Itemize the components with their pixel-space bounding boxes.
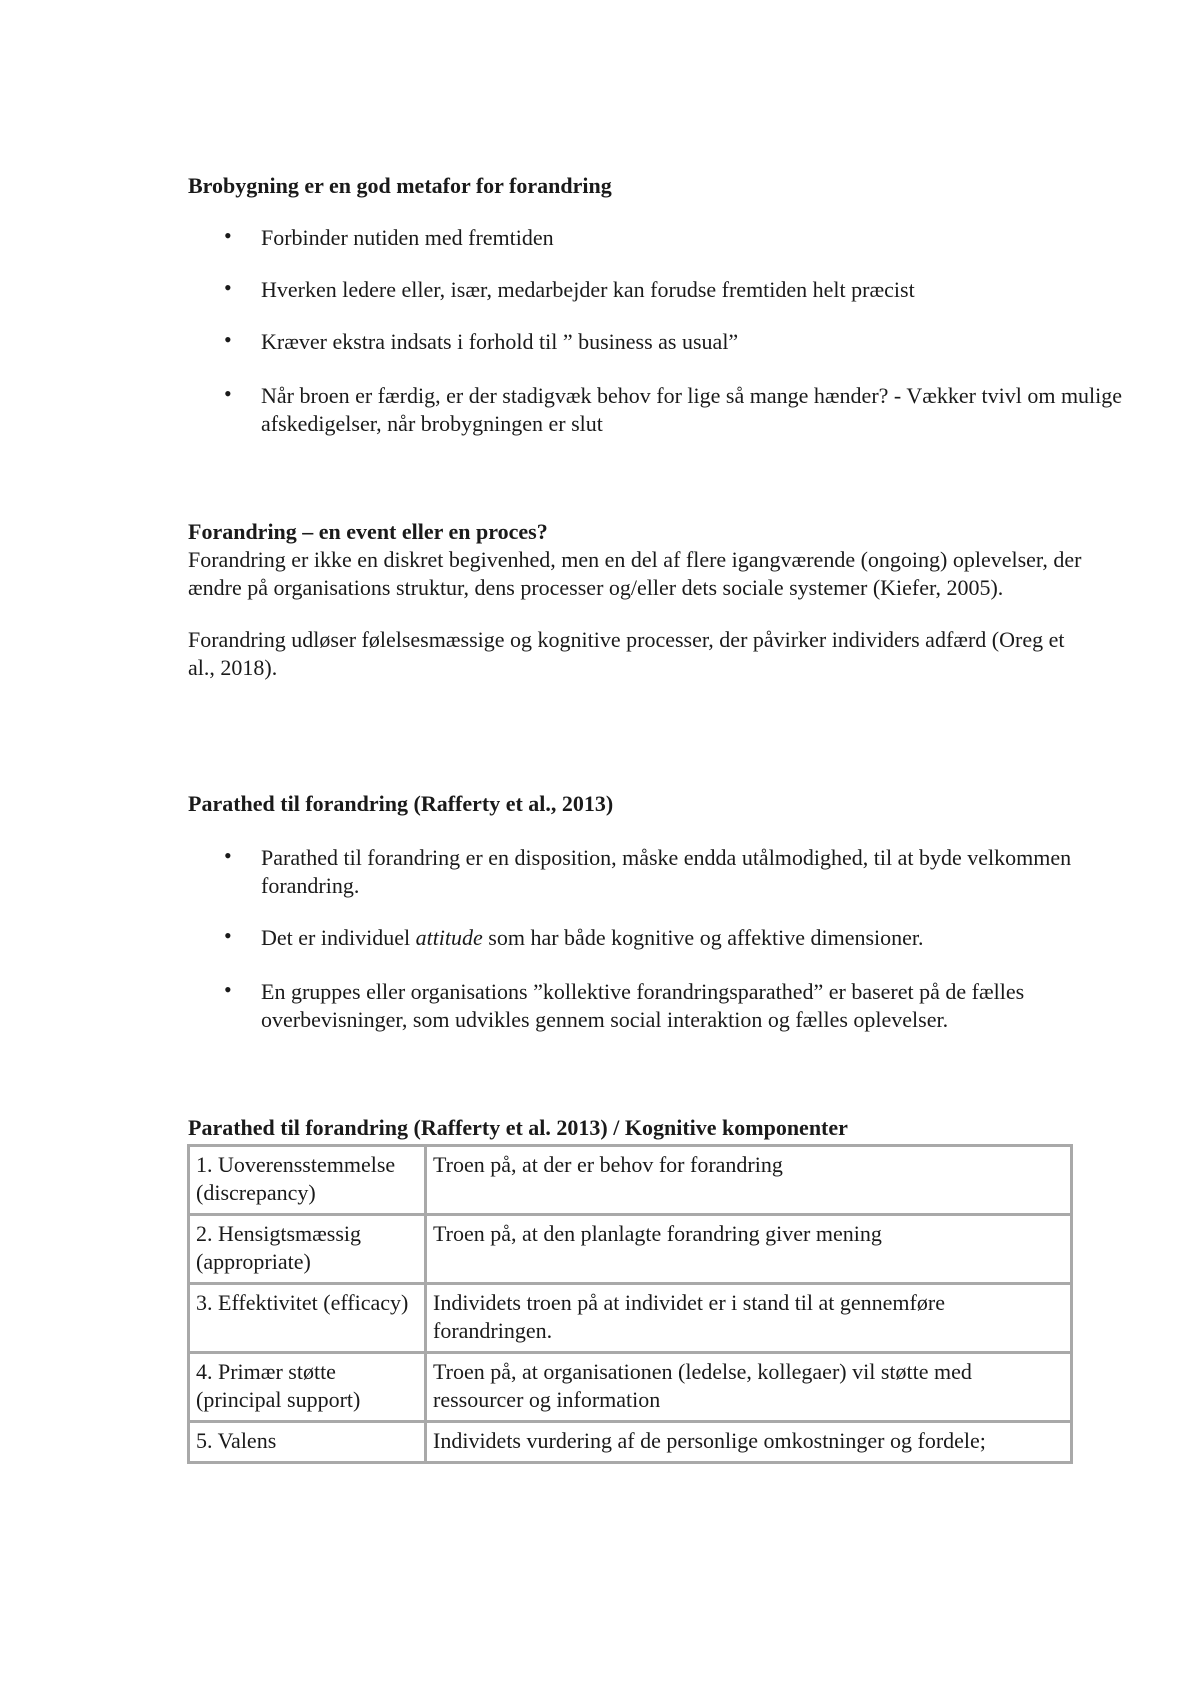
section-heading-forandring-event: Forandring – en event eller en proces? [188, 519, 548, 544]
list-item [188, 224, 1088, 252]
list-item [188, 978, 1088, 1034]
list-item-text-part: som har både kognitive og affektive dimensioner. [482, 925, 924, 950]
list-item-text: Kræver ekstra indsats i forhold til ” business as usual” [261, 329, 739, 354]
document-page [188, 172, 1123, 1464]
table-cell-component: 4. Primær støtte (principal support) [189, 1353, 426, 1422]
table-cell-description: Troen på, at der er behov for forandring [426, 1146, 1072, 1215]
bullet-icon: • [224, 381, 232, 406]
paragraph-forandring-definition: Forandring er ikke en diskret begivenhed, men en del af flere igangværende (ongoing) oplevelser, der ændre på organisations struktur, dens processer og/eller dets sociale systemer (Kiefer, 2005). [188, 547, 1082, 600]
list-item [188, 276, 1088, 304]
list-item-text [261, 925, 924, 950]
table-cell-component: 3. Effektivitet (efficacy) [189, 1284, 426, 1353]
bullet-icon: • [224, 275, 232, 300]
table-row [189, 1146, 1072, 1215]
brobygning-bullet-list [188, 223, 1123, 438]
section-heading-kognitive-komponenter: Parathed til forandring (Rafferty et al. 2013) / Kognitive komponenter [188, 1115, 848, 1140]
bullet-icon: • [224, 223, 232, 248]
bullet-icon: • [224, 923, 232, 948]
kognitive-komponenter-table [187, 1144, 1073, 1464]
table-row [189, 1284, 1072, 1353]
table-row [189, 1422, 1072, 1463]
table-cell-description: Individets vurdering af de personlige omkostninger og fordele; [426, 1422, 1072, 1463]
list-item-text: Forbinder nutiden med fremtiden [261, 225, 554, 250]
section-heading-brobygning: Brobygning er en god metafor for forandring [188, 173, 612, 198]
list-item [188, 924, 1088, 952]
table-cell-component: 5. Valens [189, 1422, 426, 1463]
list-item-text: En gruppes eller organisations ”kollektive forandringsparathed” er baseret på de fælles overbevisninger, som udvikles gennem social interaktion og fælles oplevelser. [261, 979, 1025, 1032]
table-cell-description: Troen på, at den planlagte forandring giver mening [426, 1215, 1072, 1284]
table-cell-description: Individets troen på at individet er i stand til at gennemføre forandringen. [426, 1284, 1072, 1353]
bullet-icon: • [224, 327, 232, 352]
list-item [188, 382, 1151, 438]
table-cell-component: 1. Uoverensstemmelse (discrepancy) [189, 1146, 426, 1215]
list-item-text: Parathed til forandring er en disposition, måske endda utålmodighed, til at byde velkommen forandring. [261, 845, 1072, 898]
list-item-text-part: Det er individuel [261, 925, 416, 950]
bullet-icon: • [224, 843, 232, 868]
table-row [189, 1353, 1072, 1422]
bullet-icon: • [224, 977, 232, 1002]
table-cell-component: 2. Hensigtsmæssig (appropriate) [189, 1215, 426, 1284]
emphasized-term: attitude [415, 925, 483, 950]
paragraph-forandring-processer: Forandring udløser følelsesmæssige og kognitive processer, der påvirker individers adfærd (Oreg et al., 2018). [188, 627, 1065, 680]
table-cell-description: Troen på, at organisationen (ledelse, kollegaer) vil støtte med ressourcer og information [426, 1353, 1072, 1422]
section-heading-parathed: Parathed til forandring (Rafferty et al., 2013) [188, 791, 614, 816]
list-item [188, 844, 1088, 900]
parathed-bullet-list [188, 844, 1088, 1034]
list-item-text: Hverken ledere eller, især, medarbejder kan forudse fremtiden helt præcist [261, 277, 915, 302]
table-row [189, 1215, 1072, 1284]
list-item-text: Når broen er færdig, er der stadigvæk behov for lige så mange hænder? - Vækker tvivl om mulige afskedigelser, når brobygningen er slut [261, 383, 1123, 436]
list-item [188, 328, 1088, 356]
